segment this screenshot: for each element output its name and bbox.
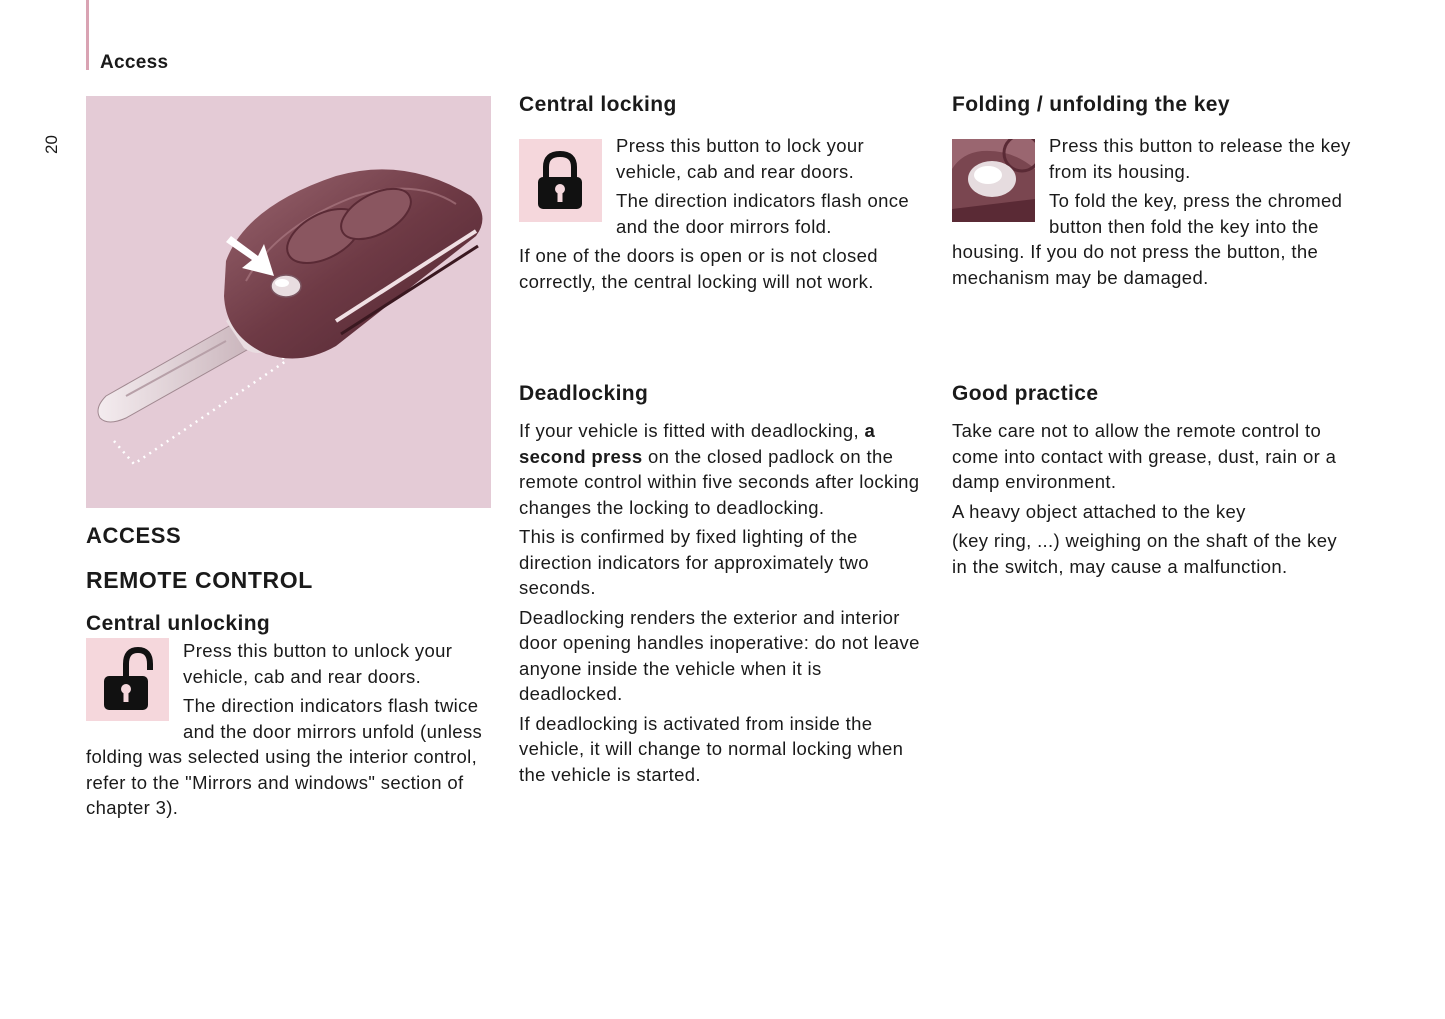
page-number (42, 113, 62, 154)
deadlock-paragraph-1 (519, 418, 929, 520)
lock-paragraph-3: If one of the doors is open or is not closed correctly, the central locking will not work. (519, 245, 878, 292)
chapter-title: Access (100, 52, 169, 73)
folding-paragraph-2: To fold the key, press the chromed button then fold the key into the housing. If you do not press the button, the mechanism may be damaged. (952, 190, 1343, 288)
unlock-paragraph-2: The direction indicators flash twice and the door mirrors unfold (unless folding was selected using the interior control, refer to the "Mirrors and windows" section of chapter 3). (86, 695, 483, 818)
lock-paragraph-2: The direction indicators flash once and the door mirrors fold. (616, 190, 909, 237)
deadlock-paragraph-3: Deadlocking renders the exterior and interior door opening handles inoperative: do not leave anyone inside the vehicle when it is deadlocked. (519, 606, 920, 704)
lock-paragraph-1: Press this button to lock your vehicle, cab and rear doors. (616, 135, 865, 182)
central-unlocking-title: Central unlocking (86, 612, 271, 635)
remote-key-illustration (86, 96, 491, 508)
good-practice-paragraph-1: Take care not to allow the remote control to come into contact with grease, dust, rain or a damp environment. (952, 420, 1337, 492)
folding-key-title: Folding / unfolding the key (952, 93, 1230, 116)
page-number-text: 20 (42, 135, 61, 154)
section-title: ACCESS (86, 523, 182, 548)
deadlock-paragraph-2: This is confirmed by fixed lighting of the direction indicators for approximately two seconds. (519, 526, 869, 598)
folding-paragraph-1: Press this button to release the key from its housing. (1049, 135, 1351, 182)
padlock-closed-icon (519, 139, 602, 222)
central-locking-text (519, 133, 914, 298)
unlock-paragraph-1: Press this button to unlock your vehicle, cab and rear doors. (183, 640, 453, 687)
good-practice-text (952, 418, 1357, 583)
key-release-button-icon (952, 139, 1035, 222)
good-practice-title: Good practice (952, 382, 1099, 405)
header-accent-bar (86, 0, 89, 70)
section-subtitle: REMOTE CONTROL (86, 567, 313, 593)
central-locking-title: Central locking (519, 93, 677, 116)
deadlock-p1-bold: a second press (519, 420, 876, 467)
good-practice-paragraph-2: A heavy object attached to the key (952, 500, 1246, 522)
deadlock-p1-end: on the closed padlock on the remote control within five seconds after locking changes the locking to deadlocking. (519, 445, 920, 518)
deadlocking-title: Deadlocking (519, 382, 649, 405)
deadlocking-text (519, 418, 929, 791)
good-practice-paragraph-3: (key ring, ...) weighing on the shaft of the key in the switch, may cause a malfunction. (952, 530, 1337, 577)
deadlock-paragraph-4: If deadlocking is activated from inside the vehicle, it will change to normal locking when the vehicle is started. (519, 712, 904, 785)
padlock-open-icon (86, 638, 169, 721)
folding-key-text (952, 133, 1352, 294)
deadlock-p1-start: If your vehicle is fitted with deadlocking, (519, 420, 865, 441)
remote-key-photo (86, 96, 491, 508)
central-unlocking-text (86, 638, 491, 825)
